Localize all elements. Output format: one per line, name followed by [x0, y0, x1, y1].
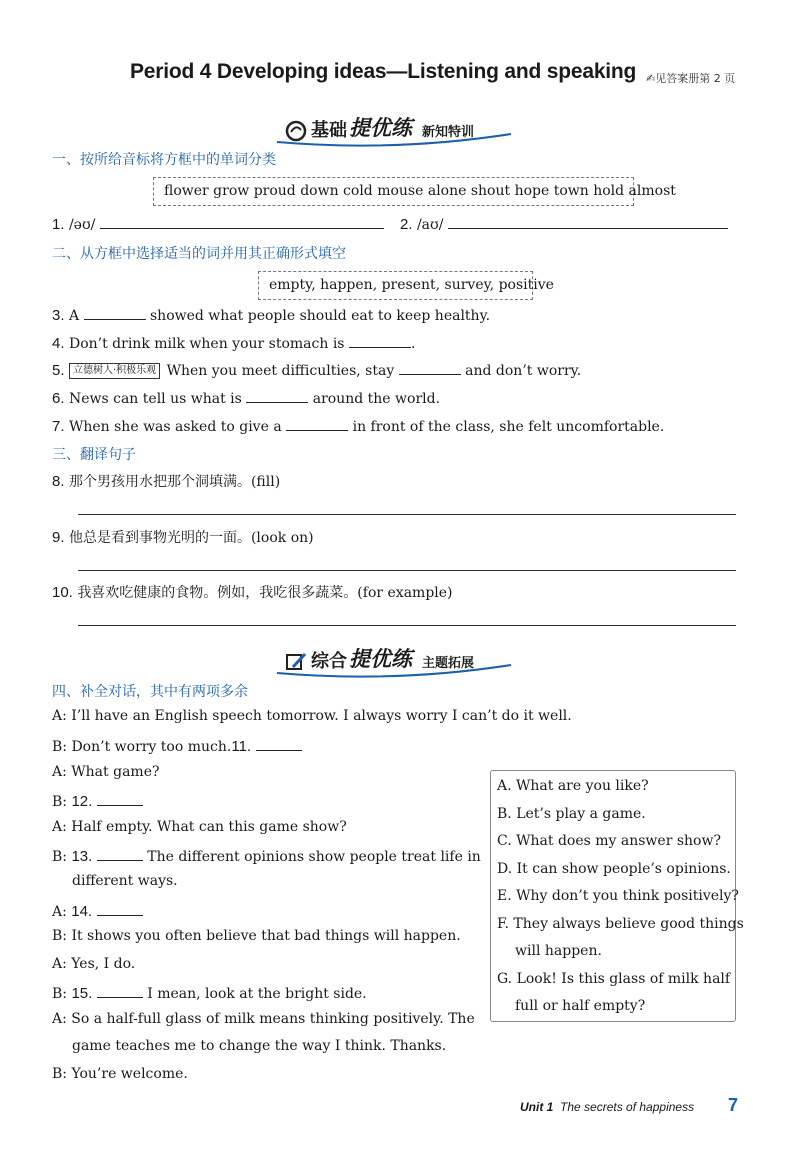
q15-number: 15. — [71, 985, 93, 1002]
q7-number: 7. — [52, 418, 65, 435]
q4-blank[interactable] — [349, 333, 411, 348]
banner-basic-sub: 新知特训 — [422, 125, 475, 140]
dialogue-line-4 — [52, 791, 143, 810]
q8-number: 8. — [52, 473, 65, 490]
q10-text: 我喜欢吃健康的食物。例如，我吃很多蔬菜。(for example) — [77, 585, 453, 601]
q9-row — [52, 527, 314, 547]
section2-word-box: empty, happen, present, survey, positive — [258, 271, 533, 300]
banner-comprehensive-main: 综合 — [311, 651, 347, 672]
q5-number: 5. — [52, 362, 65, 379]
option-g-cont: full or half empty? — [515, 998, 646, 1014]
q8-answer-line[interactable] — [78, 514, 736, 515]
q8-row — [52, 471, 280, 491]
q10-answer-line[interactable] — [78, 625, 736, 626]
page-number: 7 — [728, 1095, 739, 1115]
dialogue-line-3: A: What game? — [52, 764, 160, 780]
dialogue-line-5: A: Half empty. What can this game show? — [52, 819, 347, 835]
option-f-cont: will happen. — [515, 943, 602, 959]
q5-blank[interactable] — [399, 360, 461, 375]
option-b: B. Let’s play a game. — [497, 806, 646, 822]
q1-number: 1. — [52, 216, 65, 233]
dialogue-line-2 — [52, 736, 302, 755]
q7-text-before: When she was asked to give a — [68, 419, 282, 435]
option-f: F. They always believe good things — [497, 916, 744, 932]
swoosh-decoration — [275, 132, 515, 150]
dialogue-line-8 — [52, 901, 143, 920]
q7-blank[interactable] — [286, 416, 348, 431]
answer-reference-text: 见答案册第 2 页 — [655, 72, 736, 85]
answer-reference — [646, 70, 735, 86]
q2-label: /aʊ/ — [416, 217, 444, 233]
banner-comprehensive-sub: 主题拓展 — [422, 656, 475, 671]
q5-tag: 立德树人·积极乐观 — [69, 363, 160, 379]
q1-blank[interactable] — [100, 214, 384, 229]
q3-number: 3. — [52, 307, 65, 324]
q3-row — [52, 305, 490, 324]
dialogue-line-9: B: It shows you often believe that bad things will happen. — [52, 928, 461, 944]
dialogue-line-10: A: Yes, I do. — [52, 956, 136, 972]
q11-number: 11. — [231, 738, 252, 755]
pencil-icon: ✍ — [646, 72, 656, 85]
q13-blank[interactable] — [97, 846, 143, 861]
q9-number: 9. — [52, 529, 65, 546]
option-c: C. What does my answer show? — [497, 833, 721, 849]
q10-row — [52, 582, 453, 602]
q3-text-before: A — [68, 308, 80, 324]
dialogue-line-6 — [52, 846, 481, 865]
dialogue-line-11 — [52, 983, 367, 1002]
q9-text: 他总是看到事物光明的一面。(look on) — [68, 530, 314, 546]
q6-row — [52, 388, 440, 407]
q1-row — [52, 214, 384, 233]
q5-row — [52, 360, 581, 379]
banner-comprehensive — [285, 643, 474, 673]
dialogue-line-2-text: B: Don’t worry too much. — [52, 739, 232, 755]
q7-row — [52, 416, 664, 435]
q5-text-after: and don’t worry. — [465, 363, 582, 379]
section4-heading: 四、补全对话，其中有两项多余 — [52, 684, 248, 700]
q3-text-after: showed what people should eat to keep healthy. — [150, 308, 491, 324]
q6-blank[interactable] — [246, 388, 308, 403]
q4-text-after: . — [410, 336, 416, 352]
q2-blank[interactable] — [448, 214, 728, 229]
q2-number: 2. — [400, 216, 413, 233]
q1-label: /əʊ/ — [68, 217, 96, 233]
q9-answer-line[interactable] — [78, 570, 736, 571]
q12-number: 12. — [71, 793, 93, 810]
q4-row — [52, 333, 415, 352]
q14-blank[interactable] — [97, 901, 143, 916]
banner-basic-big: 提优练 — [349, 116, 412, 140]
option-a: A. What are you like? — [497, 778, 649, 794]
q12-blank[interactable] — [97, 791, 143, 806]
dialogue-line-1: A: I’ll have an English speech tomorrow. I always worry I can’t do it well. — [52, 708, 572, 724]
dialogue-line-8-text: A: — [52, 904, 67, 920]
dialogue-line-7: different ways. — [72, 873, 178, 889]
dialogue-line-6-text: B: — [52, 849, 68, 865]
q4-number: 4. — [52, 335, 65, 352]
option-d: D. It can show people’s opinions. — [497, 861, 731, 877]
q6-text-after: around the world. — [312, 391, 441, 407]
dialogue-line-12: A: So a half-full glass of milk means thinking positively. The — [52, 1011, 475, 1027]
option-g: G. Look! Is this glass of milk half — [497, 971, 731, 987]
banner-basic-main: 基础 — [311, 120, 347, 141]
dialogue-line-14: B: You’re welcome. — [52, 1066, 188, 1082]
q2-row — [400, 214, 728, 233]
footer-unit — [520, 1100, 694, 1114]
dialogue-line-11-text: B: — [52, 986, 68, 1002]
banner-comprehensive-big: 提优练 — [349, 647, 412, 671]
footer-unit-label: Unit 1 — [520, 1100, 554, 1114]
q6-text-before: News can tell us what is — [68, 391, 242, 407]
section1-heading: 一、按所给音标将方框中的单词分类 — [52, 152, 276, 168]
q4-text-before: Don’t drink milk when your stomach is — [68, 336, 345, 352]
q8-text: 那个男孩用水把那个洞填满。(fill) — [68, 474, 281, 490]
banner-basic — [285, 112, 474, 142]
q3-blank[interactable] — [84, 305, 146, 320]
section3-heading: 三、翻译句子 — [52, 447, 136, 463]
dialogue-line-4-text: B: — [52, 794, 68, 810]
q11-blank[interactable] — [256, 736, 302, 751]
section2-heading: 二、从方框中选择适当的词并用其正确形式填空 — [52, 246, 346, 262]
dialogue-line-6-after: The different opinions show people treat life in — [147, 849, 481, 865]
q15-blank[interactable] — [97, 983, 143, 998]
q6-number: 6. — [52, 390, 65, 407]
option-e: E. Why don’t you think positively? — [497, 888, 739, 904]
dialogue-line-11-after: I mean, look at the bright side. — [147, 986, 367, 1002]
dialogue-line-13: game teaches me to change the way I think. Thanks. — [72, 1038, 447, 1054]
footer-unit-title: The secrets of happiness — [560, 1100, 695, 1114]
section1-word-box: flower grow proud down cold mouse alone shout hope town hold almost — [153, 177, 634, 206]
q14-number: 14. — [71, 903, 93, 920]
page-title: Period 4 Developing ideas—Listening and speaking — [130, 60, 637, 83]
swoosh-decoration — [275, 663, 515, 681]
q13-number: 13. — [71, 848, 93, 865]
q7-text-after: in front of the class, she felt uncomfortable. — [352, 419, 665, 435]
q5-text-before: When you meet difficulties, stay — [166, 363, 395, 379]
q10-number: 10. — [52, 584, 73, 601]
